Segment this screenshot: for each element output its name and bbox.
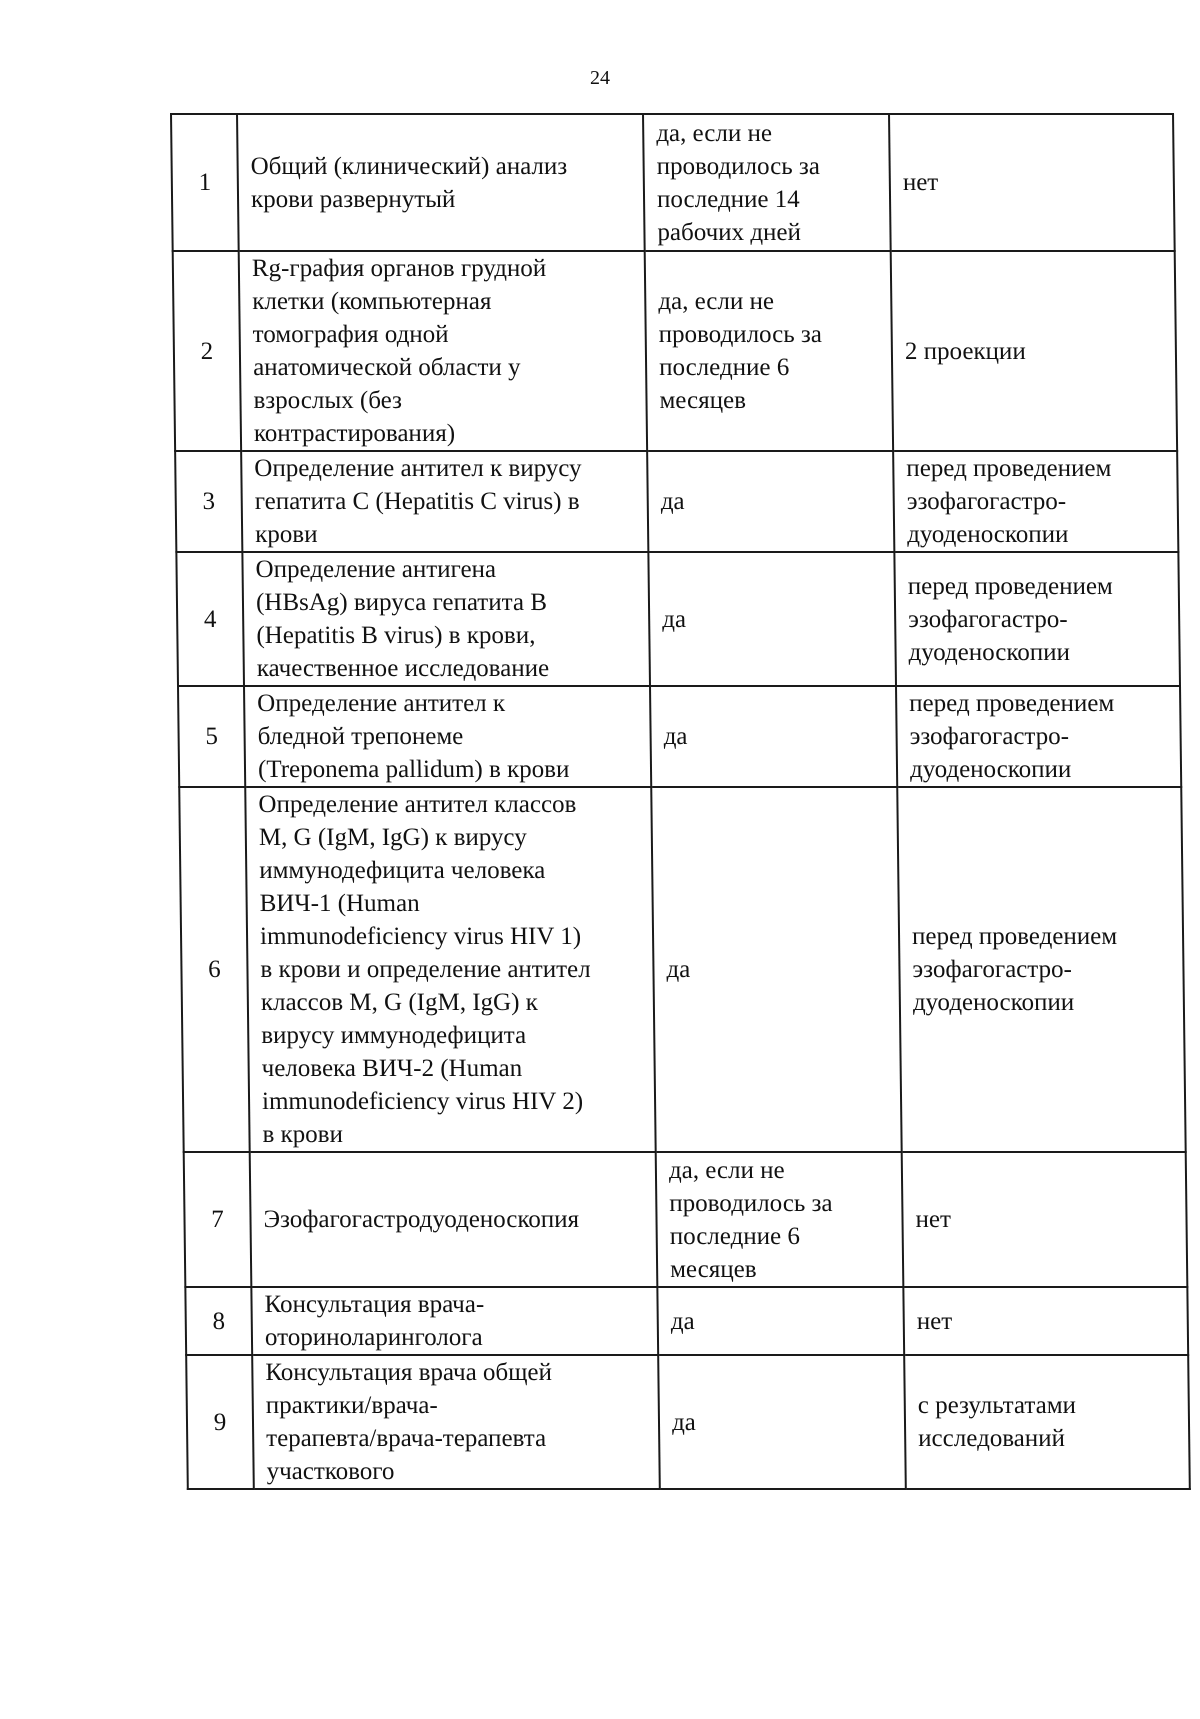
- note-cell: перед проведением эзофагогастро- дуоденоскопии: [896, 686, 1181, 787]
- row-number-cell: 8: [185, 1287, 252, 1355]
- examination-name-cell: Определение антител к вирусу гепатита C (Hepatitis C virus) в крови: [241, 451, 648, 552]
- table-row: [179, 787, 1185, 1152]
- row-number-cell: 1: [171, 114, 239, 251]
- examination-name-cell: Консультация врача общей практики/врача- терапевта/врача-терапевта участкового: [252, 1355, 660, 1489]
- requirement-cell: да: [657, 1287, 904, 1355]
- note-cell: нет: [889, 114, 1175, 251]
- note-cell: 2 проекции: [891, 251, 1177, 451]
- requirement-cell: да, если не проводилось за последние 6 месяцев: [656, 1152, 904, 1287]
- note-cell: нет: [903, 1287, 1188, 1355]
- requirement-cell: да: [647, 451, 894, 552]
- note-cell: перед проведением эзофагогастро- дуоденоскопии: [894, 552, 1180, 686]
- table-row: [176, 552, 1180, 686]
- requirement-cell: да, если не проводилось за последние 14 рабочих дней: [643, 114, 891, 251]
- row-number-cell: 2: [173, 251, 241, 451]
- row-number-cell: 4: [176, 552, 244, 686]
- table-row: [171, 114, 1175, 251]
- requirement-cell: да: [650, 686, 897, 787]
- requirement-cell: да: [648, 552, 896, 686]
- table-row: [178, 686, 1181, 787]
- row-number-cell: 9: [186, 1355, 254, 1489]
- requirement-cell: да, если не проводилось за последние 6 месяцев: [645, 251, 893, 451]
- examination-name-cell: Rg-графия органов грудной клетки (компьютерная томография одной анатомической области у взрослых (без контрастирования): [239, 251, 647, 451]
- table-row: [173, 251, 1177, 451]
- examination-name-cell: Определение антител классов M, G (IgM, IgG) к вирусу иммунодефицита человека ВИЧ-1 (Human immunodeficiency virus HIV 1) в крови и определение антител классов M, G (IgM, IgG) к вирусу иммунодефицита человека ВИЧ-2 (Human immunodeficiency virus HIV 2) в крови: [245, 787, 655, 1152]
- row-number-cell: 6: [179, 787, 249, 1152]
- examination-name-cell: Эзофагогастродуоденоскопия: [250, 1152, 658, 1287]
- note-cell: с результатами исследований: [904, 1355, 1190, 1489]
- examinations-table: [170, 113, 1191, 1490]
- examination-name-cell: Общий (клинический) анализ крови развернутый: [237, 114, 645, 251]
- examination-name-cell: Консультация врача- оториноларинголога: [251, 1287, 658, 1355]
- note-cell: перед проведением эзофагогастро- дуоденоскопии: [897, 787, 1185, 1152]
- row-number-cell: 3: [175, 451, 242, 552]
- table-row: [186, 1355, 1190, 1489]
- note-cell: нет: [902, 1152, 1188, 1287]
- table-row: [175, 451, 1178, 552]
- note-cell: перед проведением эзофагогастро- дуоденоскопии: [893, 451, 1178, 552]
- table-row: [184, 1152, 1188, 1287]
- requirement-cell: да: [651, 787, 901, 1152]
- page-number: 24: [590, 67, 610, 89]
- row-number-cell: 5: [178, 686, 245, 787]
- requirement-cell: да: [658, 1355, 906, 1489]
- examination-name-cell: Определение антител к бледной трепонеме (Treponema pallidum) в крови: [244, 686, 651, 787]
- examination-name-cell: Определение антигена (HBsAg) вируса гепатита B (Hepatitis B virus) в крови, качественное исследование: [242, 552, 650, 686]
- table-row: [185, 1287, 1188, 1355]
- row-number-cell: 7: [184, 1152, 252, 1287]
